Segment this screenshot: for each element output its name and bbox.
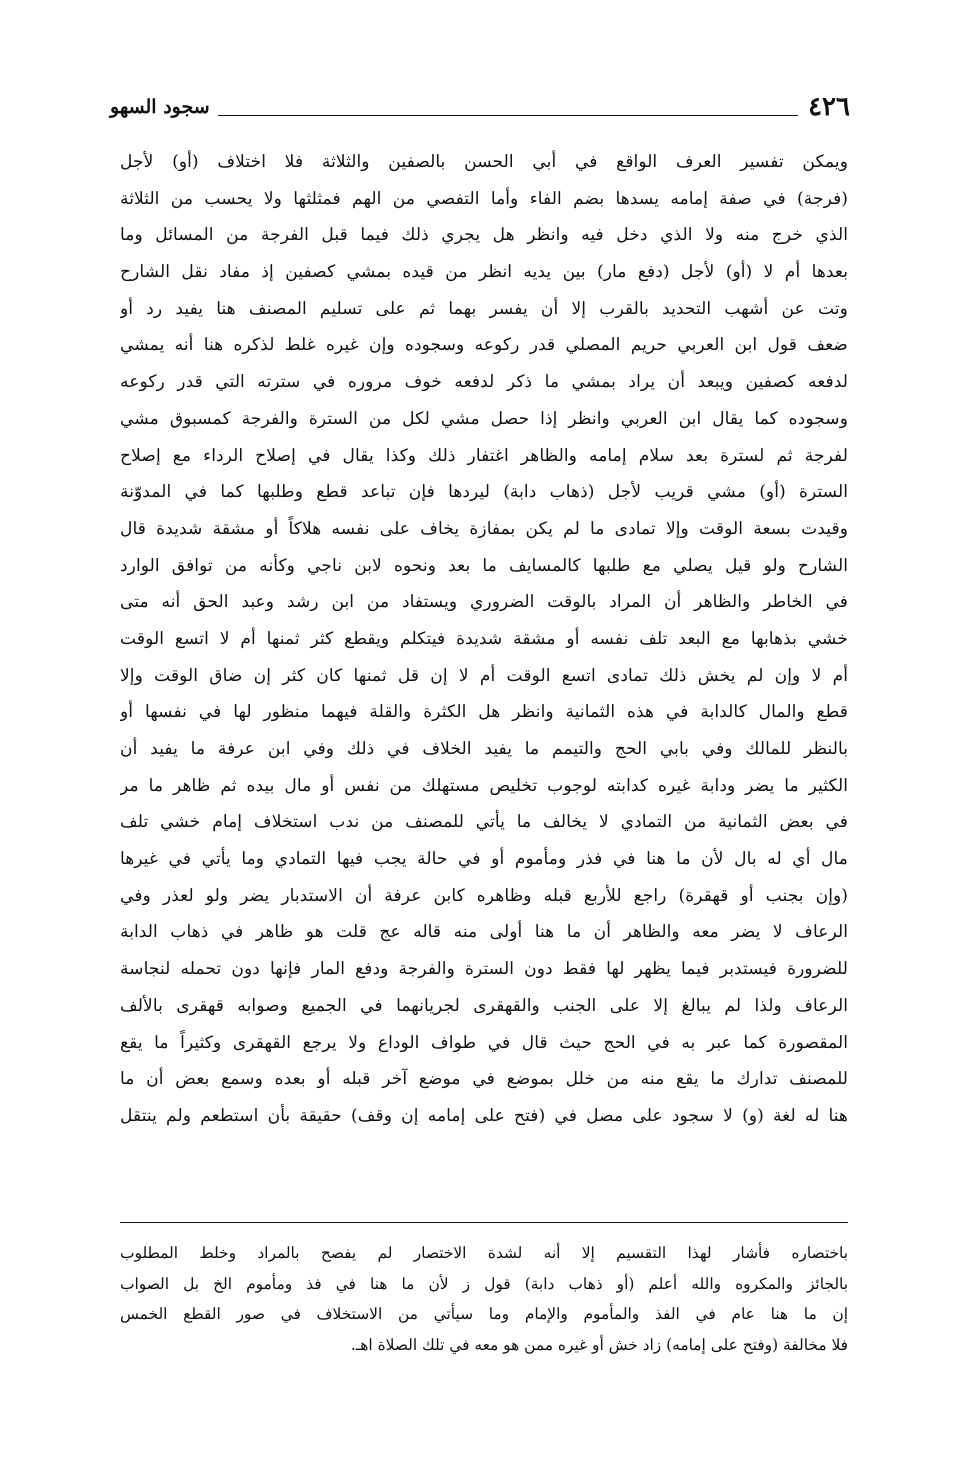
text-line: للضرورة فيستدبر فيما يظهر لها فقط دون السترة والفرجة ودفع المار فإنها دون تحمله لنجاسة [120,959,848,980]
text-line: (فرجة) في صفة إمامه يسدها بضم الفاء وأما التفصي من الهم فمثلثها ولا يحسب من الثلاثة [120,188,848,209]
text-line: وتت عن أشهب التحديد بالقرب إلا أن يفسر بهما ثم على تسليم المصنف هنا يفيد رد أو [120,298,848,319]
text-line: الرعاف لا يضر معه والظاهر أن ما هنا أولى منه قاله عج قلت هو ظاهر في ذهاب الدابة [120,922,848,943]
running-title: سجود السهو [110,96,210,118]
page-number: ٤٢٦ [808,92,850,122]
text-line: لدفعه كصفين ويبعد أن يراد بمشي ما ذكر لدفعه خوف مروره في سترته التي قدر ركوعه [120,372,848,393]
text-line: خشي بذهابها مع البعد تلف نفسه أو مشقة شديدة فيتكلم ويقطع كثر ثمنها أم لا اتسع الوقت [120,628,848,649]
text-line: بالنظر للمالك وفي بابي الحج والتيمم ما يفيد الخلاف في ذلك وفي ابن عرفة ما يفيد أن [120,739,848,759]
text-line: أم لا وإن لم يخش ذلك تمادى اتسع الوقت أم لا إن قل ثمنها كان كثر إن ضاق الوقت وإلا [120,665,848,686]
text-line: قطع والمال كالدابة في هذه الثمانية وانظر هل الكثرة والقلة فيهما منظور لها في نفسها أو [120,702,848,723]
footnote [120,1238,848,1360]
footnote-line: فلا مخالفة (وفتح على إمامه) زاد خش أو غيره ممن هو معه في تلك الصلاة اهـ. [350,1335,848,1354]
text-line: لفرجة ثم لسترة بعد سلام إمامه والظاهر اغتفار ذلك وكذا يقال في إصلاح الرداء مع إصلاح [120,445,848,466]
footnote-line: بالجائز والمكروه والله أعلم (أو ذهاب دابة) قول ز لأن ما هنا في فذ ومأموم الخ بل الصواب [120,1274,848,1293]
footnote-line: إن ما هنا عام في الفذ والمأموم والإمام وما سيأتي من الاستخلاف في صور القطع الخمس [120,1305,848,1323]
footnote-separator [120,1222,848,1223]
text-line: بعدها أم لا (أو) لأجل (دفع مار) بين يديه انظر من قيده بمشي كصفين إذ مفاد نقل الشارح [120,262,848,283]
text-line: الرعاف ولذا لم يبالغ إلا على الجنب والقهقرى لجريانهما في الجميع وصوابه قهقرى بالألف [120,995,848,1016]
text-line: السترة (أو) مشي قريب لأجل (ذهاب دابة) ليردها فإن تباعد قطع وطلبها كما في المدوّنة [120,482,848,503]
main-text [120,144,848,1135]
text-line: ويمكن تفسير العرف الواقع في أبي الحسن بالصفين والثلاثة فلا اختلاف (أو) لأجل [120,152,848,172]
text-line: ضعف قول ابن العربي حريم المصلي قدر ركوعه وسجوده وإن غيره غلط لذكره هنا أنه يمشي [120,335,848,356]
text-line: في بعض الثمانية من التمادي لا يخالف ما يأتي للمصنف من ندب استخلاف إمام خشي تلف [120,812,848,833]
text-line: المقصورة كما عبر به في الحج حيث قال في طواف الوداع ولا يرجع القهقرى وكثيراً ما يقع [120,1032,848,1053]
text-line: مال أي له بال لأن ما هنا في فذر ومأموم أو في حالة يجب فيها التمادي وما يأتي في غيرها [120,849,848,870]
page-header [110,82,850,122]
footnote-line: باختصاره فأشار لهذا التقسيم إلا أنه لشدة الاختصار لم يفصح بالمراد وخلط المطلوب [120,1244,848,1262]
text-line: الذي خرج منه ولا الذي دخل فيه وانظر هل يجري ذلك فيما قبل الفرجة من المسائل وما [120,225,848,246]
text-line: الشارح ولو قيل يصلي مع طلبها كالمسايف ما بعد ونحوه لابن ناجي وكأنه من توافق الوارد [120,555,848,576]
text-line: وسجوده كما يقال ابن العربي وانظر إذا حصل مشي لكل من السترة والفرجة كمسبوق مشي [120,408,848,429]
text-line: وقيدت بسعة الوقت وإلا تمادى ما لم يكن بمفازة يخاف على نفسه هلاكاً أو مشقة شديدة قال [120,518,848,539]
text-line: في الخاطر والظاهر أن المراد بالوقت الضروري ويستفاد من ابن رشد وعبد الحق أنه متى [120,592,848,613]
text-line: للمصنف تدارك ما يقع منه من خلل بموضع في موضع آخر قبله أو بعده وسمع بعض أن ما [120,1069,848,1090]
header-rule [218,115,798,116]
text-line: الكثير ما يضر ودابة غيره كدابته لوجوب تخليص مستهلك من نفس أو مال بيده ثم ظاهر ما مر [120,775,848,796]
text-line: (وإن بجنب أو قهقرة) راجع للأربع قبله وظاهره كابن عرفة أن الاستدبار يضر ولو لعذر وفي [120,885,848,906]
text-line: هنا له لغة (و) لا سجود على مصل في (فتح على إمامه إن وقف) حقيقة بأن استطعم ولم ينتقل [120,1105,848,1126]
